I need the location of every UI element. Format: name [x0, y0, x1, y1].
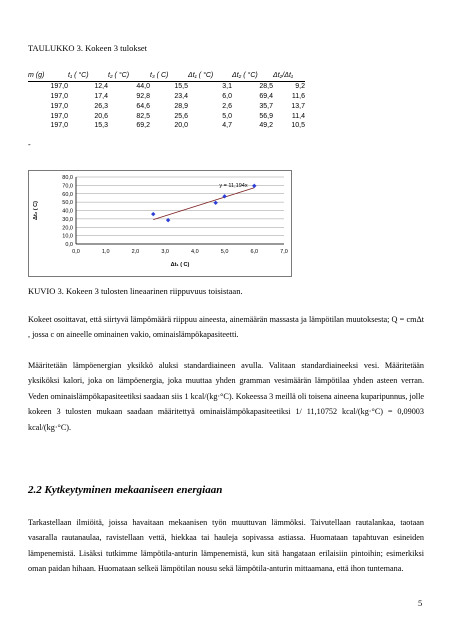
table-header-cell: t₂ ( °C): [108, 71, 150, 81]
table-cell: 197,0: [50, 92, 68, 100]
y-tick-label: 30,0: [62, 216, 73, 223]
table-header-cell: t₃ ( C): [150, 71, 188, 81]
table-cell: 28,9: [174, 102, 188, 110]
table-header-cell: Δt₂/Δt₁: [273, 71, 305, 81]
x-tick-label: 4,0: [191, 249, 199, 255]
table-cell: 82,5: [136, 112, 150, 120]
table-cell: 3,1: [222, 83, 232, 91]
y-tick-label: 20,0: [62, 225, 73, 232]
table-row: [28, 81, 305, 91]
table-cell: 49,2: [259, 122, 273, 130]
table-cell: 28,5: [259, 83, 273, 91]
table-cell: 15,5: [174, 83, 188, 91]
y-tick-label: 60,0: [62, 191, 73, 198]
table-cell: 197,0: [50, 122, 68, 130]
section-heading: 2.2 Kytkeytyminen mekaaniseen energiaan: [28, 484, 223, 496]
x-tick-label: 3,0: [161, 249, 169, 255]
table-row: [28, 92, 305, 102]
data-point: [213, 201, 217, 205]
table-cell: 26,3: [94, 102, 108, 110]
table-cell: 13,7: [291, 102, 305, 110]
table-row: [28, 111, 305, 121]
x-tick-label: 5,0: [220, 249, 229, 255]
table-cell: 69,4: [259, 92, 273, 100]
table-header-row: [28, 71, 305, 81]
x-tick-label: 1,0: [101, 249, 110, 255]
table-cell: 44,0: [136, 83, 150, 91]
table-cell: 4,7: [222, 122, 232, 130]
scatter-chart: [29, 171, 291, 276]
x-tick-label: 6,0: [250, 249, 259, 255]
table-cell: 69,2: [136, 122, 150, 130]
table-row: [28, 121, 305, 131]
table-cell: 35,7: [259, 102, 273, 110]
trendline-equation: y = 11,194x: [219, 183, 248, 190]
table-cell: 2,6: [222, 102, 232, 110]
y-tick-label: 10,0: [62, 233, 73, 240]
paragraph-1-text: Kokeet osoittavat, että siirtyvä lämpömäärä riippuu aineesta, ainemäärän massasta ja lämpötilan muutoksesta; Q = cmΔt , jossa c on aineelle ominainen vakio, ominaislämpökapasiteetti.: [28, 315, 424, 340]
page-number: 5: [418, 598, 423, 608]
y-tick-label: 70,0: [62, 183, 73, 190]
x-tick-label: 2,0: [131, 249, 140, 255]
chart-frame: [28, 170, 292, 277]
table-cell: 56,9: [259, 112, 273, 120]
paragraph-1: [28, 312, 424, 343]
table-cell: 25,6: [174, 112, 188, 120]
x-axis-label: Δt₁ ( C): [170, 262, 190, 268]
table-cell: 92,8: [136, 92, 150, 100]
dash-mark: -: [28, 140, 31, 149]
table-cell: 23,4: [174, 92, 188, 100]
y-axis-label: Δt₂ ( C): [33, 201, 39, 220]
figure-caption: KUVIO 3. Kokeen 3 tulosten lineaarinen riippuvuus toisistaan.: [28, 286, 243, 296]
table-header-cell: t₁ ( °C): [68, 71, 108, 81]
table-cell: 5,0: [222, 112, 232, 120]
y-tick-label: 50,0: [62, 200, 73, 207]
data-point: [151, 212, 155, 216]
table-cell: 17,4: [94, 92, 108, 100]
table-header-cell: m (g): [28, 71, 68, 81]
table-cell: 11,6: [291, 92, 305, 100]
table-cell: 197,0: [50, 102, 68, 110]
paragraph-3: [28, 515, 424, 577]
table-cell: 20,6: [94, 112, 108, 120]
paragraph-2-text: Määritetään lämpöenergian yksikkö aluksi standardiaineen avulla. Valitaan standardiaineeksi vesi. Määritetään yksiköksi kalori, joka on lämpöenergia, joka muuttaa yhden gramman vesimäärän lämpötilaa yhden asteen verran. Veden ominaislämpökapasiteetiksi saadaan siis 1 kcal/(kg·°C). Kokeessa 3 meillä oli toisena aineena kuparipunnus, jolle kokeen 3 tulosten mukaan saadaan määritettyä ominaislämpökapasiteetiksi 1/ 11,10752 kcal/(kg·°C) = 0,09003 kcal/(kg·°C).: [28, 361, 424, 432]
paragraph-3-text: Tarkastellaan ilmiöitä, joissa havaitaan mekaanisen työn muuttuvan lämmöksi. Taivutellaan rautalankaa, taotaan vasaralla rautanaulaa, ravistellaan vettä, hiekkaa tai hauleja sopivassa astiassa. Huomataan tapahtuvan esineiden lämpenemistä. Lisäksi tutkimme lämpötila-anturin lämpenemistä, kun sitä hangataan erilaisiin pintoihin; esimerkiksi oman paidan hihaan. Huomataan selkeä lämpötilan nousu sekä lämpötila-anturin mittaamana, että ihon tuntemana.: [28, 518, 424, 574]
table-cell: 6,0: [222, 92, 232, 100]
table-row: [28, 101, 305, 111]
table-cell: 197,0: [50, 83, 68, 91]
table-title: TAULUKKO 3. Kokeen 3 tulokset: [28, 43, 148, 53]
trendline: [153, 188, 254, 220]
table-body: [28, 81, 305, 130]
y-tick-label: 40,0: [62, 208, 73, 215]
table-cell: 20,0: [174, 122, 188, 130]
results-table: [28, 71, 305, 131]
y-tick-label: 0,0: [65, 242, 73, 248]
table-cell: 12,4: [94, 83, 108, 91]
table-cell: 11,4: [291, 112, 305, 120]
x-tick-label: 7,0: [280, 249, 288, 255]
table-header-cell: Δt₁ ( °C): [188, 71, 232, 81]
data-point: [252, 184, 256, 188]
x-tick-label: 0,0: [72, 249, 80, 255]
table-header-cell: Δt₂ ( °C): [232, 71, 273, 81]
paragraph-2: [28, 358, 424, 435]
table-cell: 10,5: [291, 122, 305, 130]
y-tick-label: 80,0: [62, 175, 73, 181]
table-cell: 9,2: [295, 83, 305, 91]
table-cell: 64,6: [136, 102, 150, 110]
table-cell: 15,3: [94, 122, 108, 130]
table-cell: 197,0: [50, 112, 68, 120]
